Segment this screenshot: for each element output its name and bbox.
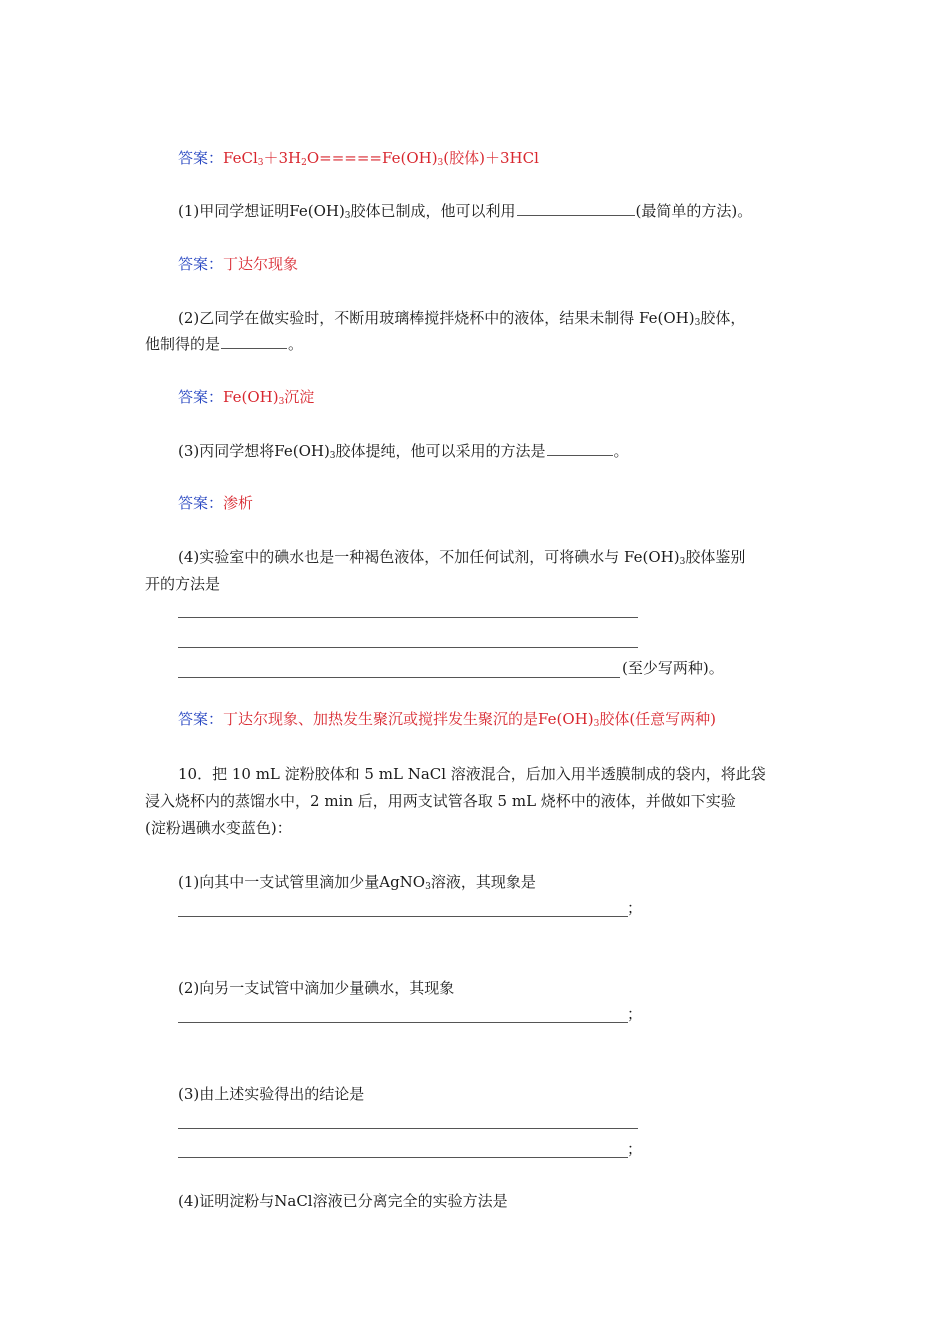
question-10-2: (2)向另一支试管中滴加少量碘水，其现象 (178, 979, 455, 997)
answer-line[interactable] (178, 617, 638, 618)
question-10-line3: (淀粉遇碘水变蓝色)： (145, 819, 292, 837)
question-4-line2 (145, 574, 220, 594)
q-text: 胶体已制成，他可以利用 (350, 202, 516, 220)
eq-part: (胶体)＋3HCl (443, 149, 539, 167)
answer-line[interactable] (178, 647, 638, 648)
answer-value (223, 710, 716, 728)
question-2-line1 (178, 308, 745, 328)
q-sub: 3 (329, 451, 336, 461)
answer-value: 渗析 (223, 494, 254, 512)
question-10-4: (4)证明淀粉与NaCl溶液已分离完全的实验方法是 (178, 1192, 508, 1210)
q-text: 。 (288, 335, 304, 353)
q-text: 。 (613, 442, 629, 460)
answer-3 (178, 493, 253, 513)
question-1 (178, 201, 752, 221)
question-10-3: (3)由上述实验得出的结论是 (178, 1085, 365, 1103)
q-text: (最简单的方法)。 (635, 202, 753, 220)
answer-line[interactable] (178, 677, 620, 678)
answer-sub: 3 (593, 719, 600, 729)
answer-line[interactable] (178, 1022, 628, 1023)
answer-line[interactable] (178, 916, 628, 917)
q-text: 溶液，其现象是 (430, 873, 536, 891)
answer-part: 沉淀 (284, 388, 315, 406)
q-text: (3)丙同学想将Fe(OH) (178, 442, 330, 460)
q-text: (1)甲同学想证明Fe(OH) (178, 202, 345, 220)
eq-sub: 3 (257, 158, 264, 168)
answer-part: Fe(OH) (223, 388, 279, 406)
q-sub: 3 (344, 211, 351, 221)
q-text: 开的方法是 (145, 575, 221, 593)
eq-sub: 2 (301, 158, 307, 168)
answer-label: 答案： (178, 149, 224, 167)
question-10-1 (178, 872, 536, 892)
answer-blank[interactable] (221, 334, 287, 349)
answer-label: 答案： (178, 388, 224, 406)
eq-sub: 3 (437, 158, 444, 168)
question-3 (178, 441, 629, 461)
q-text: 他制得的是 (145, 335, 221, 353)
answer-blank[interactable] (517, 201, 635, 216)
question-10-line1: 10．把 10 mL 淀粉胶体和 5 mL NaCl 溶液混合，后加入用半透膜制成的袋内，将此袋 (178, 765, 766, 783)
answer-line[interactable] (178, 1157, 628, 1158)
q-text: (4)实验室中的碘水也是一种褐色液体，不加任何试剂，可将碘水与 Fe(OH) (178, 548, 680, 566)
q-sub: 3 (425, 882, 431, 892)
question-10-line2: 浸入烧杯内的蒸馏水中，2 min 后，用两支试管各取 5 mL 烧杯中的液体，并做如下实验 (145, 792, 736, 810)
q-text: (1)向其中一支试管里滴加少量AgNO (178, 873, 426, 891)
semicolon: ； (627, 899, 643, 917)
answer-label: 答案： (178, 710, 224, 728)
answer-2 (178, 387, 314, 407)
q-sub: 3 (694, 318, 701, 328)
answer-sub: 3 (278, 397, 285, 407)
answer-part: 胶体(任意写两种) (599, 710, 717, 728)
q-sub: 3 (679, 557, 686, 567)
q-text: 胶体， (700, 309, 746, 327)
eq-part: O=====Fe(OH) (306, 149, 438, 167)
q-text: 胶体提纯，他可以采用的方法是 (335, 442, 546, 460)
answer-1 (178, 254, 298, 274)
semicolon: ； (627, 1140, 643, 1158)
answer-value (223, 149, 539, 167)
question-4-end: (至少写两种)。 (622, 659, 724, 677)
answer-value: 丁达尔现象 (223, 255, 299, 273)
answer-equation (178, 148, 539, 168)
answer-value (223, 388, 314, 406)
answer-4 (178, 709, 716, 729)
answer-part: 丁达尔现象、加热发生聚沉或搅拌发生聚沉的是Fe(OH) (223, 710, 594, 728)
semicolon: ； (627, 1005, 643, 1023)
eq-part: ＋3H (263, 149, 302, 167)
eq-part: FeCl (223, 149, 258, 167)
q-text: 胶体鉴别 (685, 548, 746, 566)
question-2-line2 (145, 334, 303, 354)
answer-blank[interactable] (547, 441, 613, 456)
answer-line[interactable] (178, 1128, 638, 1129)
answer-label: 答案： (178, 255, 224, 273)
answer-label: 答案： (178, 494, 224, 512)
q-text: (2)乙同学在做实验时，不断用玻璃棒搅拌烧杯中的液体，结果未制得 Fe(OH) (178, 309, 695, 327)
question-4-line1 (178, 547, 745, 567)
